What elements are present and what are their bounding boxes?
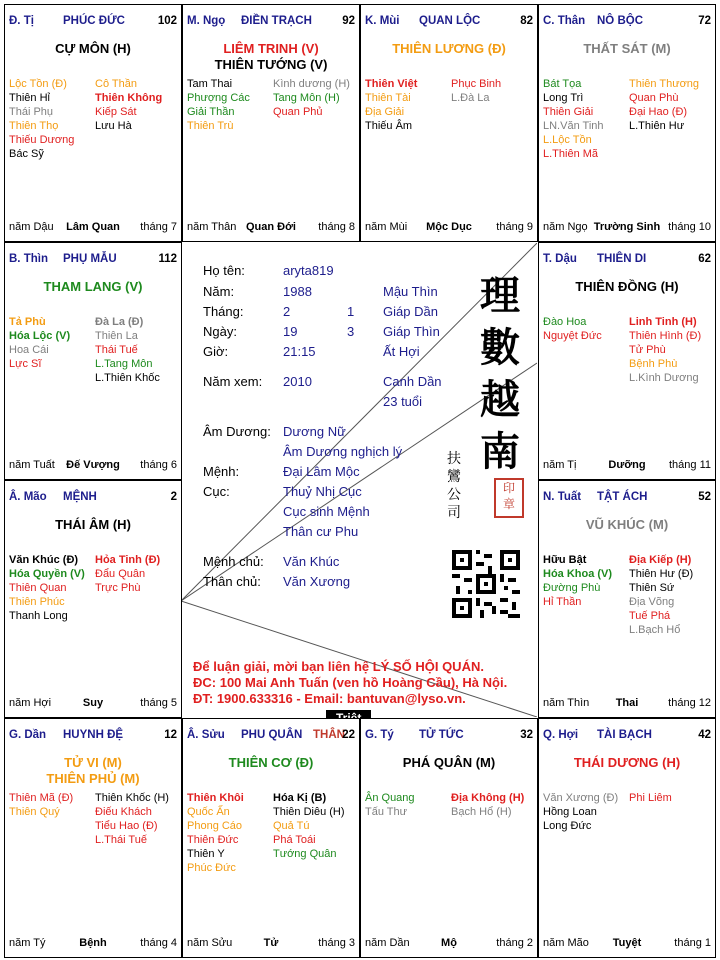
minor-stars-left xyxy=(9,553,85,623)
main-star: PHÁ QUÂN (M) xyxy=(402,755,496,770)
than-marker: THÂN xyxy=(313,729,345,741)
seal-small-text: 扶鸞公司 xyxy=(447,451,461,521)
than-chu-label: Thân chủ: xyxy=(203,574,261,589)
palace-month: tháng 3 xyxy=(318,937,355,949)
minor-star: Thiên Mã (Đ) xyxy=(9,792,74,804)
minor-star: Điếu Khách xyxy=(95,806,152,818)
minor-star: Lộc Tồn (Đ) xyxy=(9,78,67,90)
minor-star: Thiếu Dương xyxy=(9,134,75,146)
minor-star: Đà La (Đ) xyxy=(95,316,144,328)
palace-mao[interactable] xyxy=(4,480,182,718)
than-chu-value: Văn Xương xyxy=(283,574,351,589)
minor-stars-left xyxy=(9,77,74,161)
thang-value: 2 xyxy=(283,304,291,319)
minor-star: Thái Tuế xyxy=(95,344,138,356)
palace-year: năm Mùi xyxy=(365,221,408,233)
minor-stars-right xyxy=(273,77,350,119)
palace-month: tháng 11 xyxy=(668,459,711,471)
seal-char: 數 xyxy=(480,324,520,371)
minor-star: Đại Hao (Đ) xyxy=(629,106,688,118)
minor-star: Giải Thần xyxy=(187,106,235,118)
minor-star: Phượng Các xyxy=(187,92,250,104)
ho-ten-value: aryta819 xyxy=(283,263,334,278)
minor-star: Trực Phù xyxy=(95,582,141,594)
palace-than[interactable] xyxy=(538,4,716,242)
palace-month: tháng 6 xyxy=(140,459,177,471)
minor-star: Long Trì xyxy=(543,92,584,104)
minor-stars-right xyxy=(451,77,501,105)
cuc-label: Cục: xyxy=(203,484,230,499)
minor-star: Bạch Hổ (H) xyxy=(451,806,512,818)
minor-star: Thái Phụ xyxy=(9,106,54,118)
palace-age: 102 xyxy=(157,15,177,27)
palace-branch: G. Dần xyxy=(9,729,47,741)
ngay-can-chi: Giáp Thìn xyxy=(383,324,440,339)
red-stamp-icon: 印 章 xyxy=(494,478,524,518)
ngay-am-value: 3 xyxy=(347,324,355,339)
minor-star: Quả Tú xyxy=(273,820,310,832)
minor-star: Hỏa Tinh (Đ) xyxy=(95,554,161,566)
palace-dan[interactable] xyxy=(4,718,182,958)
palace-branch: N. Tuất xyxy=(543,491,582,503)
palace-month: tháng 1 xyxy=(674,937,711,949)
minor-star: L.Thái Tuế xyxy=(95,834,147,846)
minor-star: Quan Phù xyxy=(629,92,679,104)
thang-can-chi: Giáp Dần xyxy=(383,304,438,319)
minor-stars-left xyxy=(9,315,70,371)
minor-star: Thiên Y xyxy=(187,848,225,860)
main-star: THÁI DƯƠNG (H) xyxy=(573,755,681,770)
palace-hoi[interactable] xyxy=(538,718,716,958)
am-duong-label: Âm Dương: xyxy=(203,424,271,439)
palace-age: 12 xyxy=(164,729,177,741)
palace-branch: G. Tý xyxy=(365,729,394,741)
minor-star: L.Tang Môn xyxy=(95,358,153,370)
palace-month: tháng 10 xyxy=(668,221,711,233)
palace-year: năm Dần xyxy=(365,937,410,949)
main-stars xyxy=(5,755,181,787)
palace-month: tháng 5 xyxy=(140,697,177,709)
palace-branch: Â. Mão xyxy=(9,491,47,503)
tuoi-value: 23 tuổi xyxy=(383,394,423,409)
palace-life-stage: Đế Vượng xyxy=(66,459,120,471)
palace-age: 2 xyxy=(170,491,177,503)
minor-star: Bát Tọa xyxy=(543,78,582,90)
minor-star: Địa Kiếp (H) xyxy=(629,554,692,566)
minor-stars-right xyxy=(451,791,524,819)
palace-month: tháng 4 xyxy=(140,937,177,949)
minor-star: Phong Cáo xyxy=(187,820,243,832)
palace-year: năm Tị xyxy=(543,459,577,471)
minor-star: Thiên Phúc xyxy=(9,596,65,608)
calligraphy-seal xyxy=(470,270,530,478)
gio-can-chi: Ất Hợi xyxy=(383,344,420,359)
palace-branch: T. Dậu xyxy=(543,253,577,265)
main-stars xyxy=(539,517,715,533)
minor-star: Linh Tinh (H) xyxy=(629,316,697,328)
minor-star: Tuế Phá xyxy=(629,610,671,622)
seal-char: 越 xyxy=(480,376,520,423)
minor-star: Tử Phù xyxy=(629,344,666,356)
palace-life-stage: Tuyệt xyxy=(612,937,642,949)
main-stars xyxy=(539,41,715,57)
minor-star: Phi Liêm xyxy=(629,792,672,804)
minor-star: Thiên Tài xyxy=(365,92,411,104)
main-star: LIÊM TRINH (V) xyxy=(223,41,319,56)
main-star: THẤT SÁT (M) xyxy=(583,41,671,56)
palace-name: PHÚC ĐỨC xyxy=(63,15,125,27)
palace-age: 82 xyxy=(520,15,533,27)
main-stars xyxy=(539,755,715,771)
palace-name: HUYNH ĐỆ xyxy=(63,729,124,741)
minor-star: Tấu Thư xyxy=(365,806,408,818)
minor-stars-left xyxy=(543,553,612,609)
palace-age: 112 xyxy=(158,253,177,265)
menh-value: Đại Lâm Mộc xyxy=(283,464,360,479)
minor-star: Hoa Cái xyxy=(9,344,49,356)
palace-age: 72 xyxy=(698,15,711,27)
minor-star: Thiếu Âm xyxy=(365,120,413,132)
palace-mui[interactable] xyxy=(360,4,538,242)
minor-star: L.Thiên Hư xyxy=(629,120,685,132)
palace-footer xyxy=(543,935,711,949)
minor-stars-left xyxy=(187,791,244,875)
palace-footer xyxy=(9,695,177,709)
minor-star: Thiên Diêu (H) xyxy=(273,806,345,818)
main-star: THIÊN CƠ (Đ) xyxy=(228,755,314,770)
palace-month: tháng 8 xyxy=(318,221,355,233)
am-duong-value: Dương Nữ xyxy=(283,424,346,439)
palace-branch: C. Thân xyxy=(543,15,586,27)
minor-stars-left xyxy=(9,791,73,819)
minor-star: Hóa Quyền (V) xyxy=(9,568,85,580)
minor-star: Đẩu Quân xyxy=(95,568,146,580)
minor-star: Long Đức xyxy=(543,820,592,832)
contact-address: ĐC: 100 Mai Anh Tuấn (ven hồ Hoàng Cầu), Hà Nội. xyxy=(193,675,508,690)
minor-star: Địa Không (H) xyxy=(451,792,525,804)
main-stars xyxy=(5,41,181,57)
palace-life-stage: Mộc Dục xyxy=(426,221,472,233)
minor-star: Quốc Ấn xyxy=(187,806,230,818)
palace-year: năm Ngọ xyxy=(543,221,588,233)
minor-star: Địa Giải xyxy=(365,106,405,118)
menh-chu-label: Mệnh chủ: xyxy=(203,554,264,569)
minor-star: Phục Binh xyxy=(451,78,502,90)
minor-star: Văn Khúc (Đ) xyxy=(9,554,79,566)
palace-life-stage: Trường Sinh xyxy=(593,221,661,233)
palace-footer xyxy=(9,457,177,471)
palace-year: năm Hợi xyxy=(9,697,52,709)
main-star: THAM LANG (V) xyxy=(43,279,143,294)
palace-age: 62 xyxy=(698,253,711,265)
palace-age: 92 xyxy=(342,15,355,27)
palace-name: MỆNH xyxy=(63,491,97,503)
minor-stars-right xyxy=(95,77,162,133)
minor-star: Hồng Loan xyxy=(543,806,597,818)
palace-thin[interactable] xyxy=(4,242,182,480)
nam-label: Năm: xyxy=(203,284,235,299)
palace-branch: Đ. Tị xyxy=(9,15,34,27)
minor-star: Kình dương (H) xyxy=(273,78,350,90)
ngay-value: 19 xyxy=(283,324,298,339)
palace-branch: M. Ngọ xyxy=(187,15,226,27)
palace-name: ĐIỀN TRẠCH xyxy=(241,15,312,27)
cuc-value: Thuỷ Nhị Cục xyxy=(283,484,362,499)
minor-star: L.Kình Dương xyxy=(629,372,699,384)
palace-year: năm Mão xyxy=(543,937,589,949)
palace-footer xyxy=(365,219,533,233)
minor-star: Kiếp Sát xyxy=(95,106,137,118)
minor-star: Ân Quang xyxy=(365,792,415,804)
minor-star: Tam Thai xyxy=(187,78,233,90)
main-stars xyxy=(183,41,359,73)
palace-month: tháng 9 xyxy=(496,221,533,233)
nam-xem-value: 2010 xyxy=(283,374,312,389)
minor-star: Bệnh Phù xyxy=(629,358,678,370)
minor-star: Cô Thần xyxy=(95,78,137,90)
palace-age: 22 xyxy=(342,729,355,741)
palace-name: TẬT ÁCH xyxy=(597,491,648,503)
minor-star: Phúc Đức xyxy=(187,862,236,874)
palace-life-stage: Suy xyxy=(82,697,104,709)
minor-star: Tiểu Hao (Đ) xyxy=(95,820,158,832)
seal-char: 南 xyxy=(480,428,520,475)
minor-star: Thiên Quý xyxy=(9,806,60,818)
palace-age: 52 xyxy=(698,491,711,503)
palace-ty[interactable] xyxy=(360,718,538,958)
nam-value: 1988 xyxy=(283,284,312,299)
minor-star: L.Lộc Tồn xyxy=(543,134,592,146)
seal-char: 理 xyxy=(480,272,520,319)
minor-star: Hỉ Thần xyxy=(543,596,582,608)
minor-star: L.Thiên Khốc xyxy=(95,372,160,384)
ngay-label: Ngày: xyxy=(203,324,237,339)
minor-star: Tả Phù xyxy=(9,316,46,328)
main-star: THÁI ÂM (H) xyxy=(55,517,131,532)
palace-footer xyxy=(543,457,711,471)
main-star: CỰ MÔN (H) xyxy=(55,41,131,56)
minor-star: Thiên Hư (Đ) xyxy=(629,568,694,580)
palace-footer xyxy=(187,935,355,949)
palace-footer xyxy=(9,219,177,233)
minor-star: Thiên Khốc (H) xyxy=(95,792,169,804)
main-star: THIÊN PHỦ (M) xyxy=(46,771,140,786)
palace-age: 32 xyxy=(520,729,533,741)
minor-stars-right xyxy=(629,77,699,133)
main-star: THIÊN LƯƠNG (Đ) xyxy=(392,41,506,56)
palace-footer xyxy=(543,219,711,233)
palace-year: năm Thân xyxy=(187,221,237,233)
palace-branch: Q. Hợi xyxy=(543,729,579,741)
minor-star: Thiên Khôi xyxy=(187,792,244,804)
minor-star: Hóa Kị (B) xyxy=(273,792,327,804)
main-star: THIÊN ĐỒNG (H) xyxy=(575,279,679,294)
minor-star: Đào Hoa xyxy=(543,316,587,328)
minor-star: Thiên Sứ xyxy=(629,582,675,594)
menh-label: Mệnh: xyxy=(203,464,240,479)
minor-stars-right xyxy=(629,315,701,385)
minor-star: Thiên Đức xyxy=(187,834,239,846)
minor-stars-left xyxy=(543,77,604,161)
minor-star: Lưu Hà xyxy=(95,120,132,132)
minor-star: Thiên Quan xyxy=(9,582,67,594)
minor-star: Thanh Long xyxy=(9,610,68,622)
palace-name: QUAN LỘC xyxy=(419,15,481,27)
minor-star: Thiên Trù xyxy=(187,120,234,132)
minor-star: Đường Phù xyxy=(543,582,601,594)
minor-star: Địa Võng xyxy=(629,596,675,608)
palace-year: năm Tý xyxy=(9,937,46,949)
palace-life-stage: Lâm Quan xyxy=(66,221,120,233)
palace-name: TỬ TỨC xyxy=(419,729,464,741)
palace-dau[interactable] xyxy=(4,4,182,242)
palace-suu[interactable] xyxy=(182,718,360,958)
palace-life-stage: Quan Đới xyxy=(246,221,296,233)
palace-branch: B. Thìn xyxy=(9,253,48,265)
minor-star: Hóa Lộc (V) xyxy=(9,330,71,342)
palace-age: 42 xyxy=(698,729,711,741)
minor-star: Thiên Hình (Đ) xyxy=(629,330,702,342)
minor-star: LN.Văn Tinh xyxy=(543,120,604,132)
minor-star: Tướng Quân xyxy=(273,848,337,860)
nam-xem-can-chi: Canh Dần xyxy=(383,374,442,389)
palace-ngo[interactable] xyxy=(182,4,360,242)
minor-star: Văn Xương (Đ) xyxy=(543,792,619,804)
main-star: THIÊN TƯỚNG (V) xyxy=(214,57,328,72)
main-star: VŨ KHÚC (M) xyxy=(585,517,669,532)
main-stars xyxy=(361,755,537,771)
minor-star: Bác Sỹ xyxy=(9,148,44,160)
minor-star: Hữu Bật xyxy=(543,554,587,566)
palace-name: NÔ BỘC xyxy=(597,15,643,27)
contact-phone-email: ĐT: 1900.633316 - Email: bantuvan@lyso.vn. xyxy=(193,691,466,706)
palace-name: PHỤ MẪU xyxy=(63,253,117,265)
palace-name: PHU QUÂN xyxy=(241,729,303,741)
qr-code-icon xyxy=(452,550,520,618)
minor-stars-right xyxy=(629,553,693,637)
menh-chu-value: Văn Khúc xyxy=(283,554,340,569)
palace-dau2[interactable] xyxy=(538,242,716,480)
contact-line-1: Để luận giải, mời bạn liên hệ LÝ SỐ HỘI QUÁN. xyxy=(193,659,484,674)
main-star: TỬ VI (M) xyxy=(64,755,122,770)
nam-can-chi: Mậu Thìn xyxy=(383,284,438,299)
main-stars xyxy=(183,755,359,771)
palace-footer xyxy=(543,695,711,709)
minor-star: Thiên Thương xyxy=(629,78,700,90)
minor-stars-left xyxy=(543,791,618,833)
cuc-relation: Cục sinh Mệnh xyxy=(283,504,370,519)
thang-label: Tháng: xyxy=(203,304,244,319)
minor-star: L.Bạch Hổ xyxy=(629,624,681,636)
palace-tuat[interactable] xyxy=(538,480,716,718)
minor-star: Hóa Khoa (V) xyxy=(543,568,613,580)
minor-star: Quan Phủ xyxy=(273,106,323,118)
minor-star: Tang Môn (H) xyxy=(273,92,340,104)
main-stars xyxy=(361,41,537,57)
palace-footer xyxy=(187,219,355,233)
palace-branch: K. Mùi xyxy=(365,15,400,27)
nam-xem-label: Năm xem: xyxy=(203,374,263,389)
minor-star: Thiên Giải xyxy=(543,106,594,118)
palace-life-stage: Tử xyxy=(263,937,279,949)
palace-life-stage: Thai xyxy=(615,697,639,709)
gio-value: 21:15 xyxy=(283,344,316,359)
main-stars xyxy=(539,279,715,295)
palace-name: TÀI BẠCH xyxy=(597,729,652,741)
minor-stars-right xyxy=(629,791,672,805)
minor-star: Thiên Không xyxy=(95,92,163,104)
palace-life-stage: Dưỡng xyxy=(608,459,646,471)
minor-stars-right xyxy=(95,553,160,595)
main-stars xyxy=(5,279,181,295)
minor-star: Thiên Hỉ xyxy=(9,92,50,104)
minor-stars-right xyxy=(273,791,345,861)
minor-star: Lực Sĩ xyxy=(9,358,42,370)
palace-footer xyxy=(365,935,533,949)
palace-month: tháng 7 xyxy=(140,221,177,233)
minor-star: Thiên Việt xyxy=(365,78,418,90)
minor-stars-right xyxy=(95,791,169,847)
minor-star: Phá Toái xyxy=(273,834,316,846)
minor-stars-left xyxy=(543,315,602,343)
palace-footer xyxy=(9,935,177,949)
palace-year: năm Thìn xyxy=(543,697,590,709)
minor-stars-left xyxy=(365,77,417,133)
minor-star: L.Thiên Mã xyxy=(543,148,599,160)
gio-label: Giờ: xyxy=(203,344,229,359)
main-stars xyxy=(5,517,181,533)
minor-star: Thiên Thọ xyxy=(9,120,59,132)
minor-stars-right xyxy=(95,315,160,385)
than-cu-value: Thân cư Phu xyxy=(283,524,359,539)
palace-branch: Â. Sửu xyxy=(187,729,225,741)
palace-year: năm Sửu xyxy=(187,937,233,949)
minor-star: Thiên La xyxy=(95,330,138,342)
palace-life-stage: Bệnh xyxy=(79,937,107,949)
palace-name: THIÊN DI xyxy=(597,253,647,265)
palace-life-stage: Mộ xyxy=(441,937,457,949)
thang-am-value: 1 xyxy=(347,304,355,319)
minor-stars-left xyxy=(365,791,415,819)
palace-year: năm Tuất xyxy=(9,459,55,471)
am-duong-note: Âm Dương nghịch lý xyxy=(283,444,403,459)
palace-month: tháng 12 xyxy=(668,697,711,709)
minor-star: Nguyệt Đức xyxy=(543,330,602,342)
palace-month: tháng 2 xyxy=(496,937,533,949)
palace-year: năm Dậu xyxy=(9,221,54,233)
minor-star: L.Đà La xyxy=(451,92,490,104)
ho-ten-label: Họ tên: xyxy=(203,263,245,278)
minor-stars-left xyxy=(187,77,250,133)
